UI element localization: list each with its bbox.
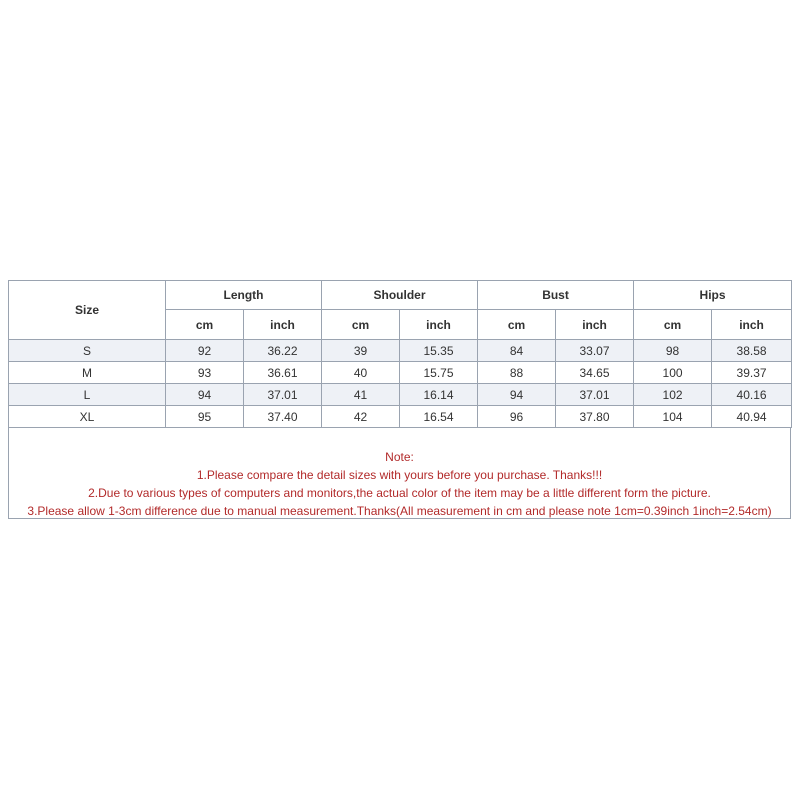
value-cell: 33.07 xyxy=(556,340,634,362)
unit-header: cm xyxy=(322,310,400,340)
unit-header: cm xyxy=(166,310,244,340)
notes-title: Note: xyxy=(385,450,414,464)
value-cell: 94 xyxy=(166,384,244,406)
size-cell: S xyxy=(9,340,166,362)
size-cell: XL xyxy=(9,406,166,428)
size-table xyxy=(8,280,792,428)
value-cell: 93 xyxy=(166,362,244,384)
value-cell: 39.37 xyxy=(712,362,792,384)
value-cell: 95 xyxy=(166,406,244,428)
note-line: 2.Due to various types of computers and monitors,the actual color of the item may be a little different form the picture. xyxy=(88,486,711,500)
value-cell: 15.75 xyxy=(400,362,478,384)
note-line: 3.Please allow 1-3cm difference due to manual measurement.Thanks(All measurement in cm and please note 1cm=0.39inch 1inch=2.54cm) xyxy=(27,504,772,518)
value-cell: 36.61 xyxy=(244,362,322,384)
unit-header: cm xyxy=(634,310,712,340)
size-chart xyxy=(8,280,791,519)
group-header-bust: Bust xyxy=(478,281,634,310)
group-header-hips: Hips xyxy=(634,281,792,310)
value-cell: 88 xyxy=(478,362,556,384)
group-header-shoulder: Shoulder xyxy=(322,281,478,310)
value-cell: 37.01 xyxy=(244,384,322,406)
unit-header: inch xyxy=(400,310,478,340)
value-cell: 37.40 xyxy=(244,406,322,428)
value-cell: 16.54 xyxy=(400,406,478,428)
value-cell: 104 xyxy=(634,406,712,428)
table-row xyxy=(9,362,792,384)
unit-header: inch xyxy=(244,310,322,340)
value-cell: 96 xyxy=(478,406,556,428)
value-cell: 102 xyxy=(634,384,712,406)
unit-header: inch xyxy=(556,310,634,340)
size-cell: L xyxy=(9,384,166,406)
value-cell: 42 xyxy=(322,406,400,428)
unit-header: inch xyxy=(712,310,792,340)
size-cell: M xyxy=(9,362,166,384)
value-cell: 100 xyxy=(634,362,712,384)
value-cell: 39 xyxy=(322,340,400,362)
table-row xyxy=(9,340,792,362)
value-cell: 98 xyxy=(634,340,712,362)
unit-header: cm xyxy=(478,310,556,340)
value-cell: 84 xyxy=(478,340,556,362)
header-row-groups xyxy=(9,281,792,310)
value-cell: 37.80 xyxy=(556,406,634,428)
notes-box xyxy=(8,428,791,519)
value-cell: 94 xyxy=(478,384,556,406)
value-cell: 16.14 xyxy=(400,384,478,406)
value-cell: 38.58 xyxy=(712,340,792,362)
group-header-length: Length xyxy=(166,281,322,310)
note-line: 1.Please compare the detail sizes with yours before you purchase. Thanks!!! xyxy=(196,468,603,482)
value-cell: 34.65 xyxy=(556,362,634,384)
table-row xyxy=(9,384,792,406)
size-column-header: Size xyxy=(9,281,166,340)
value-cell: 36.22 xyxy=(244,340,322,362)
table-row xyxy=(9,406,792,428)
value-cell: 41 xyxy=(322,384,400,406)
value-cell: 15.35 xyxy=(400,340,478,362)
value-cell: 40.94 xyxy=(712,406,792,428)
value-cell: 92 xyxy=(166,340,244,362)
value-cell: 40 xyxy=(322,362,400,384)
value-cell: 40.16 xyxy=(712,384,792,406)
value-cell: 37.01 xyxy=(556,384,634,406)
